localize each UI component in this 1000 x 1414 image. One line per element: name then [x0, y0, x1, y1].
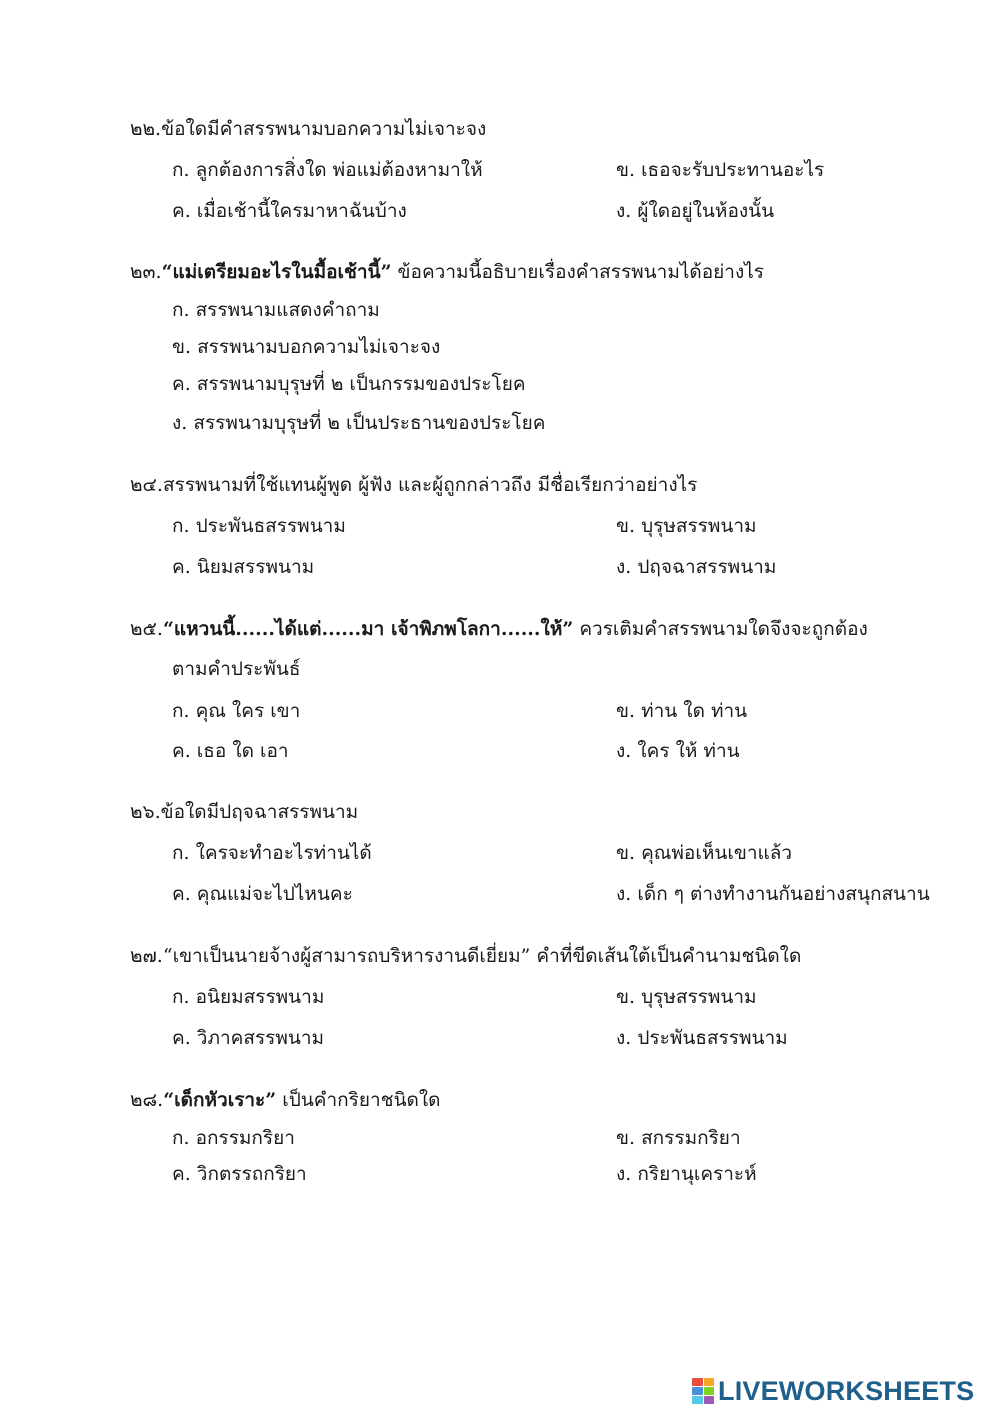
- option-27-c[interactable]: ค. วิภาคสรรพนาม: [172, 1027, 325, 1049]
- question-27: [130, 943, 801, 969]
- liveworksheets-logo: [692, 1376, 974, 1406]
- option-22-c[interactable]: ค. เมื่อเช้านี้ใครมาหาฉันบ้าง: [172, 200, 407, 222]
- question-22: [130, 116, 486, 142]
- question-number: ๒๔.: [130, 474, 163, 496]
- logo-cell-1: [692, 1378, 703, 1386]
- logo-cell-2: [704, 1378, 715, 1386]
- option-28-d[interactable]: ง. กริยานุเคราะห์: [616, 1163, 757, 1185]
- question-number: ๒๓.: [130, 261, 162, 283]
- option-25-c[interactable]: ค. เธอ ใด เอา: [172, 740, 289, 762]
- option-27-d[interactable]: ง. ประพันธสรรพนาม: [616, 1027, 788, 1049]
- question-text: ข้อใดมีคำสรรพนามบอกความไม่เจาะจง: [161, 118, 487, 140]
- question-text: ข้อความนี้อธิบายเรื่องคำสรรพนามได้อย่างไร: [391, 261, 765, 283]
- question-number: ๒๒.: [130, 118, 162, 140]
- option-25-b[interactable]: ข. ท่าน ใด ท่าน: [616, 700, 748, 722]
- question-number: ๒๗.: [130, 945, 163, 967]
- question-text: ข้อใดมีปฤจฉาสรรพนาม: [160, 801, 359, 823]
- liveworksheets-icon: [692, 1378, 714, 1404]
- option-22-a[interactable]: ก. ลูกต้องการสิ่งใด พ่อแม่ต้องหามาให้: [172, 159, 483, 181]
- question-quote: “แม่เตรียมอะไรในมื้อเช้านี้”: [161, 261, 392, 283]
- option-25-a[interactable]: ก. คุณ ใคร เขา: [172, 700, 301, 722]
- option-26-d[interactable]: ง. เด็ก ๆ ต่างทำงานกันอย่างสนุกสนาน: [616, 883, 930, 905]
- question-number: ๒๖.: [130, 801, 161, 823]
- question-28: [130, 1087, 441, 1113]
- option-28-b[interactable]: ข. สกรรมกริยา: [616, 1127, 741, 1149]
- option-26-c[interactable]: ค. คุณแม่จะไปไหนคะ: [172, 883, 353, 905]
- option-24-b[interactable]: ข. บุรุษสรรพนาม: [616, 515, 757, 537]
- option-26-b[interactable]: ข. คุณพ่อเห็นเขาแล้ว: [616, 842, 793, 864]
- option-23-a[interactable]: ก. สรรพนามแสดงคำถาม: [172, 299, 380, 321]
- option-28-a[interactable]: ก. อกรรมกริยา: [172, 1127, 295, 1149]
- logo-cell-4: [704, 1387, 715, 1395]
- question-25-continuation: ตามคำประพันธ์: [172, 658, 301, 680]
- question-text: “เขาเป็นนายจ้างผู้สามารถบริหารงานดีเยี่ยม” คำที่ขีดเส้นใต้เป็นคำนามชนิดใด: [162, 945, 802, 967]
- option-26-a[interactable]: ก. ใครจะทำอะไรท่านได้: [172, 842, 372, 864]
- option-24-d[interactable]: ง. ปฤจฉาสรรพนาม: [616, 556, 777, 578]
- option-27-b[interactable]: ข. บุรุษสรรพนาม: [616, 986, 757, 1008]
- option-28-c[interactable]: ค. วิกตรรถกริยา: [172, 1163, 307, 1185]
- question-text: ควรเติมคำสรรพนามใดจึงจะถูกต้อง: [573, 618, 868, 640]
- question-quote: “เด็กหัวเราะ”: [163, 1089, 277, 1111]
- question-text: เป็นคำกริยาชนิดใด: [276, 1089, 441, 1111]
- option-24-a[interactable]: ก. ประพันธสรรพนาม: [172, 515, 346, 537]
- option-25-d[interactable]: ง. ใคร ให้ ท่าน: [616, 740, 740, 762]
- option-22-d[interactable]: ง. ผู้ใดอยู่ในห้องนั้น: [616, 200, 775, 222]
- question-25: [130, 616, 868, 642]
- option-22-b[interactable]: ข. เธอจะรับประทานอะไร: [616, 159, 825, 181]
- question-quote: “แหวนนี้......ได้แต่......มา เจ้าพิภพโลกา......ให้”: [162, 618, 574, 640]
- brand-name: LIVEWORKSHEETS: [718, 1375, 975, 1406]
- option-24-c[interactable]: ค. นิยมสรรพนาม: [172, 556, 315, 578]
- logo-cell-5: [692, 1396, 703, 1404]
- option-23-c[interactable]: ค. สรรพนามบุรุษที่ ๒ เป็นกรรมของประโยค: [172, 373, 526, 395]
- logo-cell-3: [692, 1387, 703, 1395]
- question-24: [130, 472, 697, 498]
- question-text: สรรพนามที่ใช้แทนผู้พูด ผู้ฟัง และผู้ถูกกล่าวถึง มีชื่อเรียกว่าอย่างไร: [162, 474, 698, 496]
- logo-cell-6: [704, 1396, 715, 1404]
- option-23-d[interactable]: ง. สรรพนามบุรุษที่ ๒ เป็นประธานของประโยค: [172, 412, 546, 434]
- question-26: [130, 799, 358, 825]
- option-23-b[interactable]: ข. สรรพนามบอกความไม่เจาะจง: [172, 336, 441, 358]
- option-27-a[interactable]: ก. อนิยมสรรพนาม: [172, 986, 325, 1008]
- question-number: ๒๘.: [130, 1089, 164, 1111]
- question-number: ๒๕.: [130, 618, 163, 640]
- question-23: [130, 259, 764, 285]
